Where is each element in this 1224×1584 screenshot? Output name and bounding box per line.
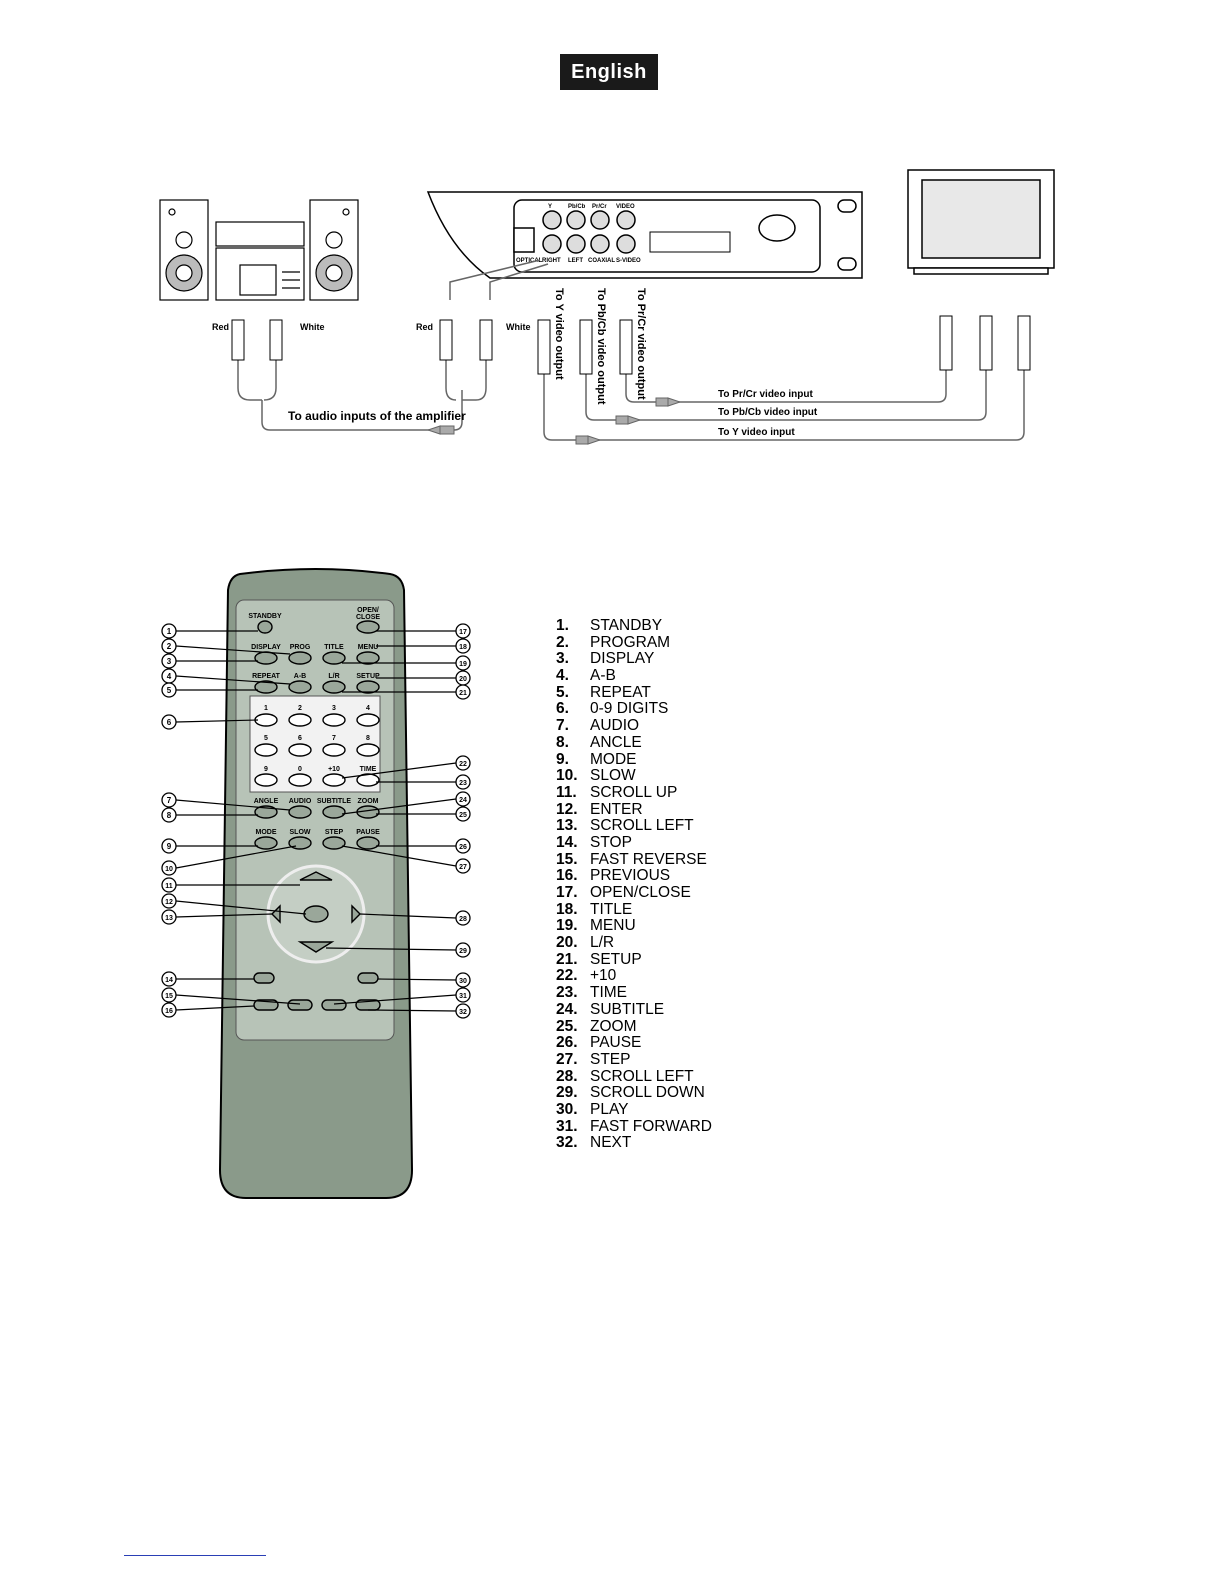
legend-number: 5. bbox=[556, 683, 569, 701]
callout-15 bbox=[162, 988, 176, 1002]
remote-control-figure bbox=[150, 560, 490, 1210]
legend-number: 20. bbox=[556, 934, 578, 952]
legend-item bbox=[556, 618, 712, 635]
legend-label: SCROLL UP bbox=[590, 783, 678, 801]
callout-18 bbox=[456, 639, 470, 653]
legend-item bbox=[556, 1085, 712, 1102]
legend-label: STEP bbox=[590, 1050, 631, 1068]
svg-text:11: 11 bbox=[165, 883, 173, 890]
svg-text:18: 18 bbox=[459, 644, 467, 651]
svg-text:8: 8 bbox=[166, 811, 172, 820]
legend-number: 7. bbox=[556, 717, 569, 735]
btn-digit-5: 5 bbox=[264, 735, 268, 742]
svg-text:9: 9 bbox=[166, 842, 172, 851]
btn-slow: SLOW bbox=[289, 829, 311, 836]
legend-number: 23. bbox=[556, 984, 578, 1002]
callout-10 bbox=[162, 861, 176, 875]
callout-14 bbox=[162, 972, 176, 986]
callout-12 bbox=[162, 894, 176, 908]
legend-number: 29. bbox=[556, 1084, 578, 1102]
legend-label: L/R bbox=[590, 934, 615, 952]
legend-number: 15. bbox=[556, 850, 578, 868]
legend-number: 32. bbox=[556, 1134, 578, 1152]
svg-text:28: 28 bbox=[459, 916, 467, 923]
legend-item bbox=[556, 802, 712, 819]
legend-item bbox=[556, 1052, 712, 1069]
legend-item bbox=[556, 718, 712, 735]
callout-8 bbox=[162, 808, 176, 822]
legend-number: 4. bbox=[556, 667, 569, 685]
legend-item bbox=[556, 885, 712, 902]
jack-label-left: LEFT bbox=[568, 258, 583, 264]
btn-digit-2: 2 bbox=[298, 705, 302, 712]
legend-item bbox=[556, 785, 712, 802]
legend-item bbox=[556, 768, 712, 785]
btn-step: STEP bbox=[324, 829, 344, 836]
legend-number: 9. bbox=[556, 750, 569, 768]
legend-item bbox=[556, 1069, 712, 1086]
svg-text:17: 17 bbox=[459, 629, 467, 636]
legend-label: +10 bbox=[590, 967, 617, 985]
callout-24 bbox=[456, 792, 470, 806]
svg-text:12: 12 bbox=[165, 899, 173, 906]
legend-number: 10. bbox=[556, 767, 578, 785]
legend-number: 14. bbox=[556, 833, 578, 851]
legend-number: 21. bbox=[556, 950, 578, 968]
svg-text:23: 23 bbox=[459, 780, 467, 787]
btn-prog: PROG bbox=[289, 644, 311, 651]
legend-label: ANCLE bbox=[590, 733, 642, 751]
svg-text:20: 20 bbox=[459, 676, 467, 683]
svg-text:4: 4 bbox=[166, 672, 172, 681]
legend-label: SETUP bbox=[590, 950, 642, 968]
svg-text:3: 3 bbox=[166, 657, 172, 666]
btn-time: TIME bbox=[359, 766, 377, 773]
jack-label-optical: OPTICAL bbox=[516, 258, 543, 264]
svg-text:6: 6 bbox=[166, 718, 172, 727]
svg-text:26: 26 bbox=[459, 844, 467, 851]
btn-angle: ANGLE bbox=[253, 798, 279, 805]
legend-label: DISPLAY bbox=[590, 650, 655, 668]
svg-text:16: 16 bbox=[165, 1008, 173, 1015]
legend-label: OPEN/CLOSE bbox=[590, 884, 691, 901]
language-badge: English bbox=[560, 54, 658, 90]
legend-number: 11. bbox=[556, 783, 577, 801]
legend-label: TIME bbox=[590, 984, 628, 1002]
btn-digit-7: 7 bbox=[332, 735, 336, 742]
legend-item bbox=[556, 651, 712, 668]
legend-label: A-B bbox=[590, 667, 616, 685]
callout-31 bbox=[456, 988, 470, 1002]
legend-number: 25. bbox=[556, 1017, 578, 1035]
hifi-system-icon bbox=[160, 200, 358, 300]
svg-text:14: 14 bbox=[165, 977, 173, 984]
callout-1 bbox=[162, 624, 176, 638]
btn-digit-0: 0 bbox=[298, 766, 302, 773]
legend-item bbox=[556, 918, 712, 935]
legend-number: 1. bbox=[556, 617, 569, 634]
legend-label: PROGRAM bbox=[590, 633, 671, 651]
legend-item bbox=[556, 701, 712, 718]
svg-text:10: 10 bbox=[165, 866, 173, 873]
btn-setup: SETUP bbox=[356, 673, 380, 680]
btn-subtitle: SUBTITLE bbox=[316, 798, 352, 805]
legend-label: SLOW bbox=[590, 767, 636, 785]
legend-item bbox=[556, 1035, 712, 1052]
legend-item bbox=[556, 985, 712, 1002]
callout-5 bbox=[162, 683, 176, 697]
jack-label-y: Y bbox=[548, 204, 553, 210]
jack-label-coaxial: COAXIAL bbox=[588, 258, 615, 264]
callout-21 bbox=[456, 685, 470, 699]
legend-item bbox=[556, 852, 712, 869]
legend-label: SCROLL DOWN bbox=[590, 1084, 705, 1102]
btn-digit-8: 8 bbox=[366, 735, 370, 742]
legend-label: STOP bbox=[590, 833, 632, 851]
video-input-pr: To Pr/Cr video input bbox=[718, 389, 813, 400]
legend-label: 0-9 DIGITS bbox=[590, 700, 669, 718]
callout-4 bbox=[162, 669, 176, 683]
legend-label: SUBTITLE bbox=[590, 1000, 665, 1018]
legend-item bbox=[556, 1135, 712, 1152]
legend-number: 16. bbox=[556, 867, 578, 885]
callout-13 bbox=[162, 910, 176, 924]
legend-number: 6. bbox=[556, 700, 569, 718]
legend-item bbox=[556, 935, 712, 952]
legend-label: FAST REVERSE bbox=[590, 850, 707, 868]
legend-label: ZOOM bbox=[590, 1017, 637, 1035]
btn-mode: MODE bbox=[255, 829, 277, 836]
legend-item bbox=[556, 818, 712, 835]
btn-digit-9: 9 bbox=[264, 766, 268, 773]
svg-text:7: 7 bbox=[166, 796, 172, 805]
svg-text:15: 15 bbox=[165, 993, 173, 1000]
btn-zoom: ZOOM bbox=[357, 798, 379, 805]
footer-rule bbox=[124, 1555, 266, 1556]
svg-text:19: 19 bbox=[459, 661, 467, 668]
legend-number: 26. bbox=[556, 1034, 578, 1052]
svg-text:22: 22 bbox=[459, 761, 467, 768]
legend-item bbox=[556, 752, 712, 769]
legend-item bbox=[556, 685, 712, 702]
btn-repeat: REPEAT bbox=[252, 673, 280, 680]
svg-text:25: 25 bbox=[459, 812, 467, 819]
callout-7 bbox=[162, 793, 176, 807]
svg-text:1: 1 bbox=[166, 627, 172, 636]
svg-text:24: 24 bbox=[459, 797, 467, 804]
btn-title: TITLE bbox=[324, 644, 344, 651]
legend-label: MENU bbox=[590, 917, 636, 935]
btn-digit-4: 4 bbox=[366, 705, 370, 712]
svg-text:2: 2 bbox=[166, 642, 172, 651]
legend-item bbox=[556, 1119, 712, 1136]
callout-3 bbox=[162, 654, 176, 668]
legend-number: 30. bbox=[556, 1100, 578, 1118]
callout-22 bbox=[456, 756, 470, 770]
btn-digit-3: 3 bbox=[332, 705, 336, 712]
callout-29 bbox=[456, 943, 470, 957]
legend-item bbox=[556, 635, 712, 652]
btn-open-close-line2: CLOSE bbox=[355, 614, 381, 621]
legend-label: FAST FORWARD bbox=[590, 1117, 713, 1135]
video-output-y: To Y video output bbox=[553, 288, 565, 380]
btn-plus10: +10 bbox=[328, 766, 340, 773]
callout-20 bbox=[456, 671, 470, 685]
legend-label: MODE bbox=[590, 750, 637, 768]
legend-label: NEXT bbox=[590, 1134, 632, 1152]
audio-label-white-left: White bbox=[300, 322, 325, 332]
legend-label: AUDIO bbox=[590, 717, 640, 735]
legend-item bbox=[556, 968, 712, 985]
legend-label: SCROLL LEFT bbox=[590, 1067, 694, 1085]
legend-label: PLAY bbox=[590, 1100, 629, 1118]
legend-number: 8. bbox=[556, 733, 569, 751]
svg-text:29: 29 bbox=[459, 948, 467, 955]
legend-item bbox=[556, 868, 712, 885]
callout-23 bbox=[456, 775, 470, 789]
legend-number: 19. bbox=[556, 917, 578, 935]
btn-menu: MENU bbox=[357, 644, 379, 651]
btn-digit-1: 1 bbox=[264, 705, 268, 712]
btn-open-close-line1: OPEN/ bbox=[357, 607, 379, 614]
button-legend bbox=[556, 618, 712, 1152]
callout-30 bbox=[456, 973, 470, 987]
callout-26 bbox=[456, 839, 470, 853]
btn-ab: A-B bbox=[293, 673, 307, 680]
legend-item bbox=[556, 1019, 712, 1036]
legend-number: 3. bbox=[556, 650, 569, 668]
callout-6 bbox=[162, 715, 176, 729]
svg-text:21: 21 bbox=[459, 690, 467, 697]
callout-16 bbox=[162, 1003, 176, 1017]
legend-number: 22. bbox=[556, 967, 578, 985]
jack-label-svideo: S-VIDEO bbox=[616, 258, 641, 264]
legend-label: PAUSE bbox=[590, 1034, 642, 1052]
legend-number: 18. bbox=[556, 900, 578, 918]
legend-number: 13. bbox=[556, 817, 578, 835]
legend-number: 2. bbox=[556, 633, 569, 651]
btn-digit-6: 6 bbox=[298, 735, 302, 742]
audio-label-red-mid: Red bbox=[416, 322, 434, 332]
video-output-pr: To Pr/Cr video output bbox=[635, 288, 647, 400]
legend-item bbox=[556, 902, 712, 919]
video-input-y: To Y video input bbox=[718, 427, 795, 438]
callout-2 bbox=[162, 639, 176, 653]
jack-label-pr: Pr/Cr bbox=[592, 204, 607, 210]
legend-item bbox=[556, 1102, 712, 1119]
legend-label: SCROLL LEFT bbox=[590, 817, 694, 835]
video-output-pb: To Pb/Cb video output bbox=[595, 288, 607, 405]
callout-28 bbox=[456, 911, 470, 925]
btn-audio: AUDIO bbox=[288, 798, 312, 805]
btn-display: DISPLAY bbox=[251, 644, 281, 651]
legend-number: 17. bbox=[556, 884, 578, 901]
legend-label: STANDBY bbox=[590, 617, 663, 634]
jack-label-right: RIGHT bbox=[542, 258, 561, 264]
legend-item bbox=[556, 1002, 712, 1019]
svg-text:13: 13 bbox=[165, 915, 173, 922]
legend-number: 12. bbox=[556, 800, 578, 818]
legend-item bbox=[556, 835, 712, 852]
audio-label-red-left: Red bbox=[212, 322, 230, 332]
callout-9 bbox=[162, 839, 176, 853]
callout-19 bbox=[456, 656, 470, 670]
svg-text:27: 27 bbox=[459, 864, 467, 871]
legend-item bbox=[556, 668, 712, 685]
legend-label: REPEAT bbox=[590, 683, 651, 701]
legend-number: 28. bbox=[556, 1067, 578, 1085]
video-input-pb: To Pb/Cb video input bbox=[718, 407, 818, 418]
jack-label-pb: Pb/Cb bbox=[568, 204, 586, 210]
tv-icon bbox=[908, 170, 1054, 274]
audio-caption: To audio inputs of the amplifier bbox=[288, 409, 466, 423]
btn-standby: STANDBY bbox=[248, 613, 282, 620]
svg-text:30: 30 bbox=[459, 978, 467, 985]
jack-label-video: VIDEO bbox=[616, 204, 635, 210]
btn-lr: L/R bbox=[328, 673, 340, 680]
audio-label-white-mid: White bbox=[506, 322, 531, 332]
btn-pause: PAUSE bbox=[356, 829, 380, 836]
callout-11 bbox=[162, 878, 176, 892]
svg-text:5: 5 bbox=[166, 686, 172, 695]
callout-32 bbox=[456, 1004, 470, 1018]
legend-label: ENTER bbox=[590, 800, 643, 818]
callout-25 bbox=[456, 807, 470, 821]
callout-17 bbox=[456, 624, 470, 638]
svg-text:32: 32 bbox=[459, 1009, 467, 1016]
legend-item bbox=[556, 735, 712, 752]
dvd-player-rear-panel bbox=[428, 192, 862, 278]
legend-number: 31. bbox=[556, 1117, 578, 1135]
legend-label: TITLE bbox=[590, 900, 633, 918]
svg-text:31: 31 bbox=[459, 993, 467, 1000]
callout-27 bbox=[456, 859, 470, 873]
legend-number: 27. bbox=[556, 1050, 578, 1068]
legend-label: PREVIOUS bbox=[590, 867, 671, 885]
legend-number: 24. bbox=[556, 1000, 578, 1018]
connection-diagram bbox=[150, 160, 1070, 460]
legend-item bbox=[556, 952, 712, 969]
